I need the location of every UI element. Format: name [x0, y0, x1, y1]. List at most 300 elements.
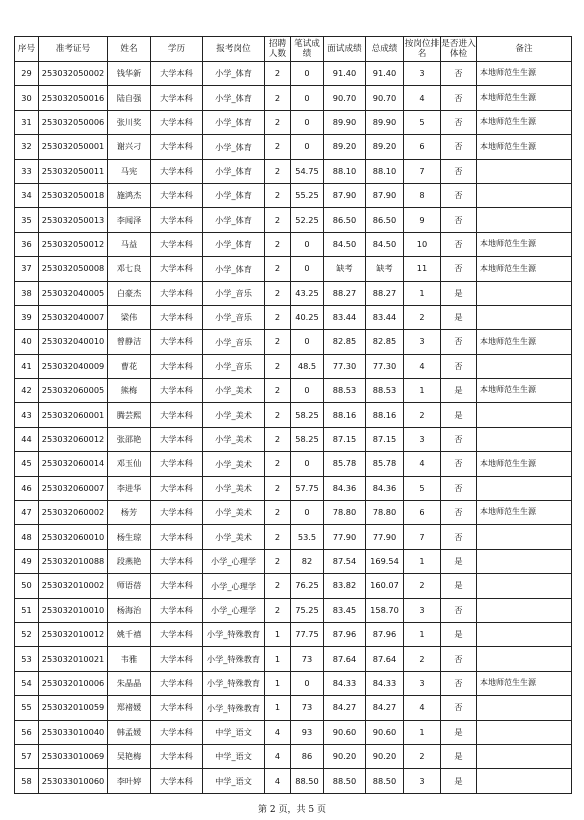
cell-post: 中学_语文 — [203, 720, 265, 744]
cell-written-score: 0 — [291, 452, 324, 476]
cell-written-score: 54.75 — [291, 159, 324, 183]
cell-rank: 2 — [404, 305, 441, 329]
cell-education: 大学本科 — [151, 330, 203, 354]
cell-quota: 2 — [265, 476, 291, 500]
cell-education: 大学本科 — [151, 281, 203, 305]
cell-physical-exam: 否 — [441, 501, 477, 525]
cell-education: 大学本科 — [151, 501, 203, 525]
cell-education: 大学本科 — [151, 403, 203, 427]
cell-total-score: 78.80 — [366, 501, 404, 525]
cell-physical-exam: 是 — [441, 403, 477, 427]
cell-rank: 3 — [404, 598, 441, 622]
cell-physical-exam: 是 — [441, 720, 477, 744]
cell-written-score: 58.25 — [291, 427, 324, 451]
cell-name: 杨生琼 — [108, 525, 151, 549]
cell-education: 大学本科 — [151, 354, 203, 378]
cell-total-score: 90.70 — [366, 86, 404, 110]
cell-rank: 11 — [404, 257, 441, 281]
cell-remark — [477, 159, 572, 183]
cell-written-score: 73 — [291, 696, 324, 720]
cell-physical-exam: 否 — [441, 354, 477, 378]
cell-seq: 39 — [15, 305, 39, 329]
cell-physical-exam: 是 — [441, 379, 477, 403]
cell-written-score: 55.25 — [291, 183, 324, 207]
cell-name: 梁伟 — [108, 305, 151, 329]
table-row — [15, 257, 572, 281]
cell-quota: 1 — [265, 647, 291, 671]
table-row — [15, 501, 572, 525]
cell-physical-exam: 是 — [441, 549, 477, 573]
cell-total-score: 89.20 — [366, 135, 404, 159]
cell-quota: 4 — [265, 769, 291, 793]
table-row — [15, 647, 572, 671]
cell-name: 陆自强 — [108, 86, 151, 110]
cell-total-score: 83.44 — [366, 305, 404, 329]
cell-remark — [477, 696, 572, 720]
cell-education: 大学本科 — [151, 379, 203, 403]
cell-post: 小学_心理学 — [203, 598, 265, 622]
cell-physical-exam: 否 — [441, 598, 477, 622]
cell-name: 谢兴刁 — [108, 135, 151, 159]
cell-seq: 50 — [15, 574, 39, 598]
cell-ticket-no: 253032010088 — [39, 549, 108, 573]
cell-seq: 58 — [15, 769, 39, 793]
cell-physical-exam: 否 — [441, 62, 477, 86]
cell-physical-exam: 否 — [441, 208, 477, 232]
cell-ticket-no: 253032010006 — [39, 671, 108, 695]
cell-written-score: 0 — [291, 110, 324, 134]
cell-seq: 36 — [15, 232, 39, 256]
cell-seq: 45 — [15, 452, 39, 476]
cell-seq: 49 — [15, 549, 39, 573]
header-interview-score: 面试成绩 — [324, 37, 366, 62]
cell-rank: 9 — [404, 208, 441, 232]
cell-ticket-no: 253032060010 — [39, 525, 108, 549]
cell-total-score: 91.40 — [366, 62, 404, 86]
cell-name: 张邵艳 — [108, 427, 151, 451]
cell-seq: 37 — [15, 257, 39, 281]
cell-physical-exam: 否 — [441, 159, 477, 183]
table-row — [15, 427, 572, 451]
cell-name: 钱华新 — [108, 62, 151, 86]
cell-post: 中学_语文 — [203, 744, 265, 768]
cell-education: 大学本科 — [151, 86, 203, 110]
cell-physical-exam: 是 — [441, 744, 477, 768]
cell-education: 大学本科 — [151, 62, 203, 86]
cell-remark: 本地师范生生源 — [477, 232, 572, 256]
cell-seq: 46 — [15, 476, 39, 500]
cell-physical-exam: 否 — [441, 86, 477, 110]
cell-total-score: 缺考 — [366, 257, 404, 281]
cell-rank: 8 — [404, 183, 441, 207]
cell-interview-score: 87.96 — [324, 622, 366, 646]
cell-written-score: 0 — [291, 671, 324, 695]
cell-seq: 56 — [15, 720, 39, 744]
cell-interview-score: 83.44 — [324, 305, 366, 329]
cell-remark — [477, 208, 572, 232]
cell-written-score: 0 — [291, 379, 324, 403]
cell-total-score: 84.36 — [366, 476, 404, 500]
cell-post: 小学_音乐 — [203, 281, 265, 305]
cell-physical-exam: 否 — [441, 135, 477, 159]
cell-seq: 42 — [15, 379, 39, 403]
cell-post: 小学_音乐 — [203, 330, 265, 354]
cell-education: 大学本科 — [151, 135, 203, 159]
cell-name: 腾芸熙 — [108, 403, 151, 427]
cell-post: 小学_特殊教育 — [203, 647, 265, 671]
cell-total-score: 88.27 — [366, 281, 404, 305]
cell-interview-score: 88.50 — [324, 769, 366, 793]
header-total-score: 总成绩 — [366, 37, 404, 62]
cell-post: 小学_体育 — [203, 86, 265, 110]
cell-physical-exam: 否 — [441, 476, 477, 500]
cell-quota: 2 — [265, 135, 291, 159]
cell-quota: 2 — [265, 403, 291, 427]
cell-name: 吴艳梅 — [108, 744, 151, 768]
cell-post: 小学_音乐 — [203, 354, 265, 378]
cell-interview-score: 84.50 — [324, 232, 366, 256]
cell-interview-score: 86.50 — [324, 208, 366, 232]
cell-remark: 本地师范生生源 — [477, 452, 572, 476]
cell-education: 大学本科 — [151, 232, 203, 256]
cell-written-score: 53.5 — [291, 525, 324, 549]
table-row — [15, 720, 572, 744]
table-row — [15, 598, 572, 622]
page-footer: 第 2 页，共 5 页 — [258, 805, 326, 815]
cell-remark — [477, 476, 572, 500]
cell-written-score: 0 — [291, 135, 324, 159]
table-body — [15, 62, 572, 794]
cell-written-score: 88.50 — [291, 769, 324, 793]
cell-seq: 38 — [15, 281, 39, 305]
cell-remark — [477, 305, 572, 329]
cell-education: 大学本科 — [151, 769, 203, 793]
cell-total-score: 88.53 — [366, 379, 404, 403]
cell-physical-exam: 否 — [441, 330, 477, 354]
cell-name: 李闻泽 — [108, 208, 151, 232]
cell-name: 白豪杰 — [108, 281, 151, 305]
cell-quota: 2 — [265, 330, 291, 354]
cell-post: 小学_体育 — [203, 110, 265, 134]
table-row — [15, 476, 572, 500]
cell-remark — [477, 622, 572, 646]
cell-quota: 2 — [265, 574, 291, 598]
cell-post: 小学_体育 — [203, 208, 265, 232]
table-header-row — [15, 37, 572, 62]
cell-interview-score: 88.27 — [324, 281, 366, 305]
cell-total-score: 88.16 — [366, 403, 404, 427]
cell-quota: 2 — [265, 525, 291, 549]
cell-remark: 本地师范生生源 — [477, 501, 572, 525]
cell-ticket-no: 253032050002 — [39, 62, 108, 86]
cell-physical-exam: 否 — [441, 671, 477, 695]
cell-ticket-no: 253032010059 — [39, 696, 108, 720]
table-row — [15, 232, 572, 256]
cell-quota: 2 — [265, 281, 291, 305]
cell-quota: 1 — [265, 622, 291, 646]
cell-ticket-no: 253032050001 — [39, 135, 108, 159]
cell-ticket-no: 253033010069 — [39, 744, 108, 768]
cell-seq: 48 — [15, 525, 39, 549]
table-row — [15, 183, 572, 207]
cell-total-score: 82.85 — [366, 330, 404, 354]
cell-remark: 本地师范生生源 — [477, 62, 572, 86]
cell-rank: 10 — [404, 232, 441, 256]
cell-name: 朱晶晶 — [108, 671, 151, 695]
cell-education: 大学本科 — [151, 159, 203, 183]
cell-seq: 51 — [15, 598, 39, 622]
cell-seq: 47 — [15, 501, 39, 525]
cell-ticket-no: 253032050018 — [39, 183, 108, 207]
cell-total-score: 88.10 — [366, 159, 404, 183]
header-education: 学历 — [151, 37, 203, 62]
cell-written-score: 82 — [291, 549, 324, 573]
cell-seq: 53 — [15, 647, 39, 671]
header-rank: 按岗位排名 — [404, 37, 441, 62]
table-row — [15, 110, 572, 134]
cell-name: 张川奖 — [108, 110, 151, 134]
cell-interview-score: 77.90 — [324, 525, 366, 549]
cell-interview-score: 84.36 — [324, 476, 366, 500]
cell-education: 大学本科 — [151, 622, 203, 646]
cell-education: 大学本科 — [151, 696, 203, 720]
cell-written-score: 73 — [291, 647, 324, 671]
cell-interview-score: 90.20 — [324, 744, 366, 768]
cell-name: 熊梅 — [108, 379, 151, 403]
cell-ticket-no: 253033010060 — [39, 769, 108, 793]
cell-total-score: 169.54 — [366, 549, 404, 573]
cell-interview-score: 85.78 — [324, 452, 366, 476]
cell-remark — [477, 427, 572, 451]
cell-rank: 4 — [404, 452, 441, 476]
cell-seq: 40 — [15, 330, 39, 354]
cell-name: 杨芳 — [108, 501, 151, 525]
cell-post: 小学_美术 — [203, 379, 265, 403]
header-ticket-no: 准考证号 — [39, 37, 108, 62]
cell-remark — [477, 354, 572, 378]
cell-rank: 2 — [404, 744, 441, 768]
header-post: 报考岗位 — [203, 37, 265, 62]
cell-seq: 44 — [15, 427, 39, 451]
cell-physical-exam: 是 — [441, 769, 477, 793]
cell-interview-score: 87.90 — [324, 183, 366, 207]
cell-interview-score: 84.27 — [324, 696, 366, 720]
cell-total-score: 160.07 — [366, 574, 404, 598]
cell-remark — [477, 598, 572, 622]
cell-remark — [477, 525, 572, 549]
cell-interview-score: 90.60 — [324, 720, 366, 744]
cell-written-score: 0 — [291, 257, 324, 281]
table-row — [15, 281, 572, 305]
cell-remark — [477, 403, 572, 427]
table-row — [15, 744, 572, 768]
cell-interview-score: 83.45 — [324, 598, 366, 622]
table-row — [15, 696, 572, 720]
cell-quota: 2 — [265, 427, 291, 451]
header-quota: 招聘人数 — [265, 37, 291, 62]
cell-quota: 2 — [265, 549, 291, 573]
cell-seq: 29 — [15, 62, 39, 86]
cell-interview-score: 87.15 — [324, 427, 366, 451]
cell-post: 中学_语文 — [203, 769, 265, 793]
cell-ticket-no: 253032010010 — [39, 598, 108, 622]
cell-post: 小学_体育 — [203, 159, 265, 183]
cell-seq: 31 — [15, 110, 39, 134]
cell-seq: 43 — [15, 403, 39, 427]
table-row — [15, 135, 572, 159]
cell-ticket-no: 253032060001 — [39, 403, 108, 427]
cell-ticket-no: 253032040010 — [39, 330, 108, 354]
cell-rank: 7 — [404, 525, 441, 549]
cell-quota: 2 — [265, 354, 291, 378]
cell-ticket-no: 253032010002 — [39, 574, 108, 598]
table-row — [15, 671, 572, 695]
cell-ticket-no: 253032050008 — [39, 257, 108, 281]
cell-written-score: 86 — [291, 744, 324, 768]
table-row — [15, 86, 572, 110]
cell-seq: 52 — [15, 622, 39, 646]
cell-written-score: 75.25 — [291, 598, 324, 622]
cell-education: 大学本科 — [151, 110, 203, 134]
cell-ticket-no: 253032060005 — [39, 379, 108, 403]
cell-ticket-no: 253032060002 — [39, 501, 108, 525]
cell-ticket-no: 253033010040 — [39, 720, 108, 744]
cell-written-score: 0 — [291, 232, 324, 256]
cell-ticket-no: 253032050006 — [39, 110, 108, 134]
cell-total-score: 90.20 — [366, 744, 404, 768]
cell-total-score: 158.70 — [366, 598, 404, 622]
cell-written-score: 0 — [291, 62, 324, 86]
cell-ticket-no: 253032050016 — [39, 86, 108, 110]
cell-ticket-no: 253032050013 — [39, 208, 108, 232]
cell-rank: 2 — [404, 574, 441, 598]
cell-name: 师语蓓 — [108, 574, 151, 598]
cell-name: 杨海治 — [108, 598, 151, 622]
header-physical-exam: 是否进入体检 — [441, 37, 477, 62]
cell-post: 小学_心理学 — [203, 549, 265, 573]
cell-name: 李叶婷 — [108, 769, 151, 793]
cell-name: 李进华 — [108, 476, 151, 500]
cell-post: 小学_美术 — [203, 476, 265, 500]
cell-written-score: 0 — [291, 501, 324, 525]
cell-rank: 3 — [404, 769, 441, 793]
cell-rank: 6 — [404, 501, 441, 525]
cell-physical-exam: 是 — [441, 622, 477, 646]
cell-total-score: 87.96 — [366, 622, 404, 646]
cell-written-score: 58.25 — [291, 403, 324, 427]
cell-rank: 2 — [404, 647, 441, 671]
cell-rank: 4 — [404, 86, 441, 110]
cell-interview-score: 87.54 — [324, 549, 366, 573]
cell-interview-score: 78.80 — [324, 501, 366, 525]
cell-physical-exam: 否 — [441, 232, 477, 256]
cell-ticket-no: 253032060014 — [39, 452, 108, 476]
cell-post: 小学_体育 — [203, 62, 265, 86]
cell-written-score: 40.25 — [291, 305, 324, 329]
cell-rank: 4 — [404, 696, 441, 720]
cell-name: 马宪 — [108, 159, 151, 183]
cell-education: 大学本科 — [151, 671, 203, 695]
table-row — [15, 622, 572, 646]
cell-interview-score: 89.90 — [324, 110, 366, 134]
cell-total-score: 84.50 — [366, 232, 404, 256]
cell-remark — [477, 183, 572, 207]
cell-interview-score: 88.10 — [324, 159, 366, 183]
cell-quota: 2 — [265, 62, 291, 86]
cell-quota: 2 — [265, 379, 291, 403]
table-row — [15, 354, 572, 378]
table-row — [15, 330, 572, 354]
cell-remark — [477, 769, 572, 793]
cell-quota: 4 — [265, 744, 291, 768]
table-row — [15, 549, 572, 573]
cell-seq: 33 — [15, 159, 39, 183]
cell-quota: 1 — [265, 671, 291, 695]
cell-education: 大学本科 — [151, 257, 203, 281]
cell-physical-exam: 是 — [441, 281, 477, 305]
cell-quota: 2 — [265, 110, 291, 134]
cell-rank: 1 — [404, 720, 441, 744]
cell-total-score: 84.27 — [366, 696, 404, 720]
cell-total-score: 84.33 — [366, 671, 404, 695]
cell-name: 邓玉仙 — [108, 452, 151, 476]
cell-total-score: 89.90 — [366, 110, 404, 134]
cell-ticket-no: 253032040007 — [39, 305, 108, 329]
score-table — [14, 36, 572, 794]
cell-physical-exam: 否 — [441, 183, 477, 207]
cell-seq: 55 — [15, 696, 39, 720]
cell-remark — [477, 647, 572, 671]
cell-remark — [477, 744, 572, 768]
cell-ticket-no: 253032040005 — [39, 281, 108, 305]
cell-written-score: 93 — [291, 720, 324, 744]
cell-rank: 1 — [404, 281, 441, 305]
cell-remark: 本地师范生生源 — [477, 330, 572, 354]
cell-interview-score: 90.70 — [324, 86, 366, 110]
table-row — [15, 305, 572, 329]
cell-rank: 2 — [404, 403, 441, 427]
cell-remark: 本地师范生生源 — [477, 110, 572, 134]
cell-education: 大学本科 — [151, 525, 203, 549]
cell-post: 小学_体育 — [203, 257, 265, 281]
cell-post: 小学_体育 — [203, 183, 265, 207]
cell-post: 小学_音乐 — [203, 305, 265, 329]
cell-total-score: 87.15 — [366, 427, 404, 451]
table-row — [15, 379, 572, 403]
cell-quota: 1 — [265, 696, 291, 720]
cell-post: 小学_美术 — [203, 427, 265, 451]
table-row — [15, 62, 572, 86]
cell-interview-score: 88.53 — [324, 379, 366, 403]
table-row — [15, 208, 572, 232]
cell-remark: 本地师范生生源 — [477, 86, 572, 110]
cell-rank: 7 — [404, 159, 441, 183]
cell-post: 小学_心理学 — [203, 574, 265, 598]
cell-education: 大学本科 — [151, 427, 203, 451]
cell-name: 曾静洁 — [108, 330, 151, 354]
cell-education: 大学本科 — [151, 647, 203, 671]
cell-total-score: 86.50 — [366, 208, 404, 232]
cell-interview-score: 89.20 — [324, 135, 366, 159]
cell-total-score: 88.50 — [366, 769, 404, 793]
cell-interview-score: 91.40 — [324, 62, 366, 86]
cell-remark: 本地师范生生源 — [477, 135, 572, 159]
table-row — [15, 403, 572, 427]
cell-rank: 1 — [404, 549, 441, 573]
cell-rank: 5 — [404, 476, 441, 500]
cell-education: 大学本科 — [151, 598, 203, 622]
table-row — [15, 525, 572, 549]
